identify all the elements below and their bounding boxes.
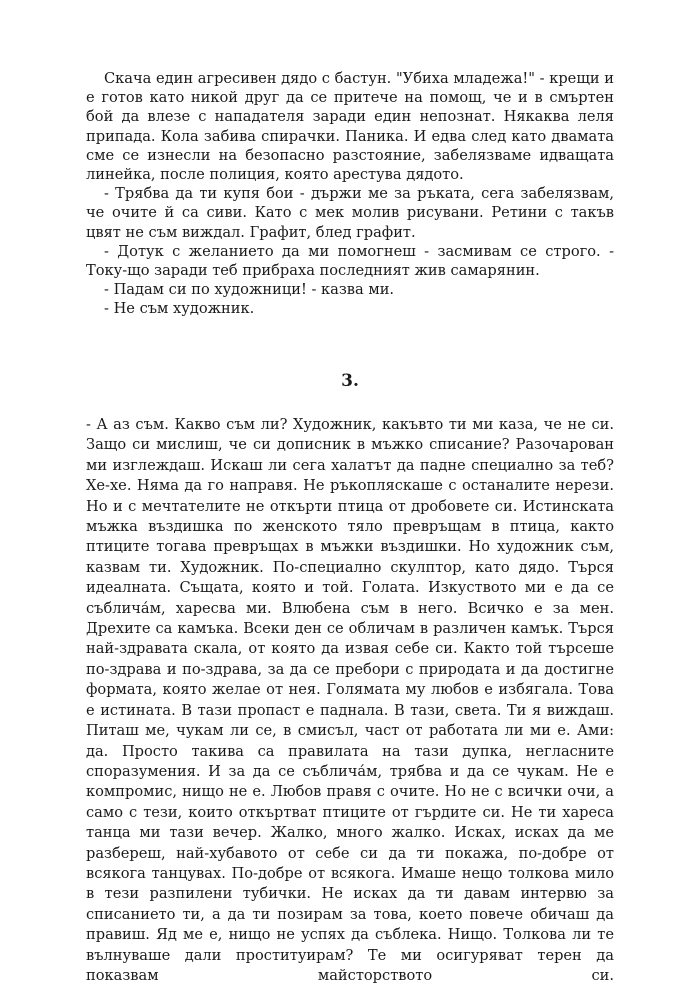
text-block-top [86, 69, 614, 319]
paragraph: Скача един агресивен дядо с бастун. "Убиха младежа!" - крещи и е готов като никой друг да се притече на помощ, че и в смъртен бой да влезе с нападателя заради един непознат. Някаква леля припада. Кола забива спирачки. Паника. И едва след като двамата сме се изнесли на безопасно разстояние, забелязваме идващата линейка, после полиция, която арестува дядото. [86, 70, 614, 184]
paragraph: - Падам си по художници! - казва ми. [104, 281, 395, 299]
paragraph: - Трябва да ти купя бои - държи ме за ръката, сега забелязвам, че очите й са сиви. Като с мек молив рисувани. Ретини с такъв цвят не съм виждал. Графит, блед графит. [86, 185, 614, 241]
paragraph: - Не съм художник. [104, 300, 255, 318]
paragraph: - А аз съм. Какво съм ли? Художник, какъвто ти ми каза, че не си. Защо си мислиш, че си дописник в мъжко списание? Разочарован ми изглеждаш. Искаш ли сега халатът да падне специално за теб? Хе-хе. Няма да го направя. Не ръкопляскаше с останалите нерези. Но и с мечтателите не откърти птица от дробовете си. Истинската мъжка въздишка по женското тяло превръщам в птица, както птиците тогава превръщах в мъжки въздишки. Но художник съм, казвам ти. Художник. По-специално скулптор, като дядо. Търся идеалната. Същата, която и той. Голата. Изкуството ми е да се съблича́м, харесва ми. Влюбена съм в него. Всичко е за мен. Дрехите са камъка. Всеки ден се обличам в различен камък. Търся най-здравата скала, от която да извая себе си. Както той търсеше по-здрава и по-здрава, за да се пребори с природата и да достигне формата, която желае от нея. Голямата му любов е избягала. Това е истината. В тази пропаст е паднала. В тази, света. Ти я виждаш. Питаш ме, чукам ли се, в смисъл, част от работата ли ми е. Ами: да. Просто такива са правилата на тази дупка, негласните споразумения. И за да се съблича́м, трябва и да се чукам. Не е компромис, нищо не е. Любов правя с очите. Но не с всички очи, а само с тези, които откъртват птиците от гърдите си. Не ти хареса танца ми тази вечер. Жалко, много жалко. Исках, исках да ме разбереш, най-хубавото от себе си да ти покажа, по-добре от всякога танцувах. По-добре от всякога. Имаше нещо толкова мило в тези разпилени тубички. Не исках да ти давам интервю за списанието ти, а да ти позирам за това, което повече обичаш да правиш. Яд ме е, нищо не успях да съблека. Нищо. Толкова ли те вълнуваше дали проституирам? Те ми осигуряват терен да показвам майсторството си. [86, 416, 614, 984]
text-block-bottom [86, 415, 614, 986]
chapter-heading: 3. [341, 371, 359, 391]
paragraph: - Дотук с желанието да ми помогнеш - засмивам се строго. - Току-що заради теб прибраха последният жив самарянин. [86, 242, 614, 280]
